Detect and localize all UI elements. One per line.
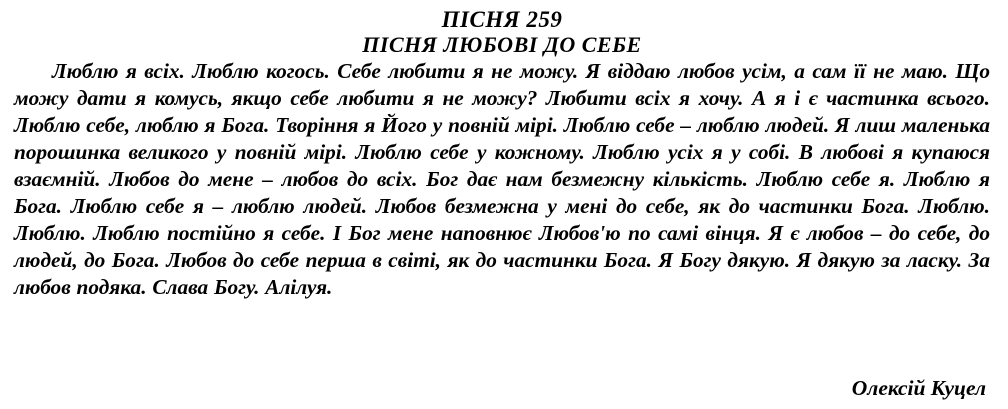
author-signature: Олексій Куцел	[851, 376, 986, 401]
song-title-heading: ПІСНЯ ЛЮБОВІ ДО СЕБЕ	[362, 32, 642, 58]
song-number-heading: ПІСНЯ 259	[441, 7, 563, 32]
song-body-text: Люблю я всіх. Люблю когось. Себе любити я не можу. Я віддаю любов усім, а сам її не маю. Що можу дати я комусь, якщо себе любити я не можу? Любити всіх я хочу. А я і є частинка всього. Люблю себе, люблю я Бога. Творіння я Його у повній мірі. Люблю себе – люблю людей. Я лиш маленька порошинка великого у повній мірі. Люблю себе у кожному. Люблю усіх я у собі. В любові я купаюся взаємній. Любов до мене – любов до всіх. Бог дає нам безмежну кількість. Люблю себе я. Люблю я Бога. Люблю себе я – люблю людей. Любов безмежна у мені до себе, як до частинки Бога. Люблю. Люблю. Люблю постійно я себе. І Бог мене наповнює Любов'ю по самі вінця. Я є любов – до себе, до людей, до Бога. Любов до себе перша в світі, як до частинки Бога. Я Богу дякую. Я дякую за ласку. За любов подяка. Слава Богу. Алілуя.	[14, 59, 990, 299]
